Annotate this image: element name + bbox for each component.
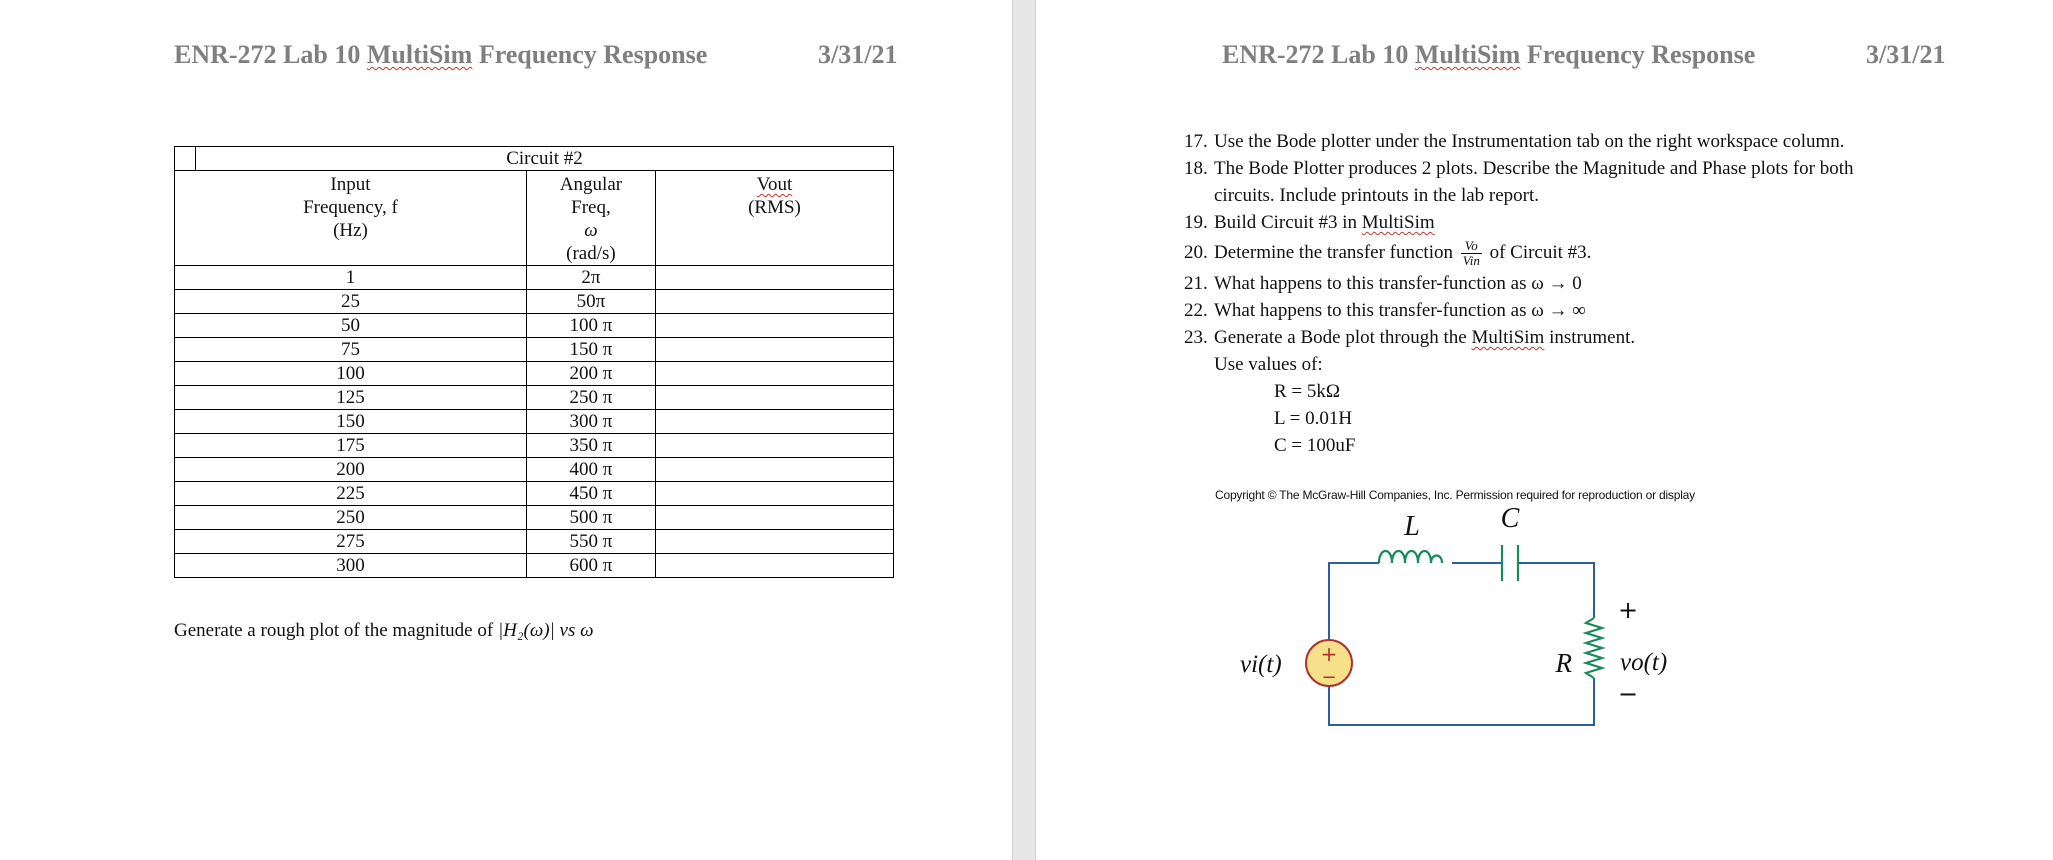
table-row bbox=[175, 530, 894, 554]
values-intro: Use values of: bbox=[1214, 354, 1323, 375]
cell-vout[interactable] bbox=[655, 290, 893, 314]
list-item-20: 20. Determine the transfer function $\frac{Vo}{\text{Vin}}$ of Circuit #3. bbox=[1184, 238, 1592, 269]
page-gutter bbox=[1012, 0, 1036, 860]
table-corner-cell bbox=[175, 147, 196, 171]
svg-text:−: − bbox=[1321, 667, 1337, 688]
cell-input-frequency: 250 bbox=[175, 506, 527, 530]
cell-input-frequency: 125 bbox=[175, 386, 527, 410]
value-c: C = 100uF bbox=[1274, 435, 1356, 456]
cell-input-frequency: 150 bbox=[175, 410, 527, 434]
cell-vout[interactable] bbox=[655, 506, 893, 530]
cell-input-frequency: 175 bbox=[175, 434, 527, 458]
table-row bbox=[175, 506, 894, 530]
cell-vout[interactable] bbox=[655, 386, 893, 410]
rlc-circuit-diagram bbox=[1220, 505, 1700, 745]
cell-vout[interactable] bbox=[655, 338, 893, 362]
table-row bbox=[175, 434, 894, 458]
col-header-input-frequency: Input Frequency, f (Hz) bbox=[175, 171, 527, 266]
label-inductor: L bbox=[1404, 511, 1420, 542]
cell-angular-frequency: 200 π bbox=[526, 362, 655, 386]
cell-angular-frequency: 300 π bbox=[526, 410, 655, 434]
capacitor-symbol bbox=[1502, 545, 1518, 581]
table-row bbox=[175, 386, 894, 410]
transfer-function-fraction: $\frac{Vo}{\text{Vin}}$ bbox=[1462, 238, 1480, 269]
page-header-title: ENR-272 Lab 10 MultiSim Frequency Response bbox=[174, 40, 708, 69]
copyright-notice: Copyright © The McGraw-Hill Companies, Inc. Permission required for reproduction or display bbox=[1215, 488, 1695, 502]
cell-angular-frequency: 250 π bbox=[526, 386, 655, 410]
instruction-list bbox=[1184, 128, 1914, 459]
cell-angular-frequency: 500 π bbox=[526, 506, 655, 530]
table-row bbox=[175, 458, 894, 482]
spellcheck-flagged-word: MultiSim bbox=[1414, 40, 1521, 69]
plot-instruction: Generate a rough plot of the magnitude of |H₂(ω)| vs ω bbox=[174, 620, 594, 641]
table-row bbox=[175, 410, 894, 434]
cell-vout[interactable] bbox=[655, 362, 893, 386]
list-item-23: 23. Generate a Bode plot through the MultiSim instrument. bbox=[1184, 327, 1636, 348]
list-item-18: 18. The Bode Plotter produces 2 plots. Describe the Magnitude and Phase plots for both circuits. Include printouts in the lab report. bbox=[1184, 158, 1854, 206]
cell-input-frequency: 75 bbox=[175, 338, 527, 362]
list-item-19: 19. Build Circuit #3 in MultiSim bbox=[1184, 212, 1435, 233]
table-row bbox=[175, 362, 894, 386]
cell-vout[interactable] bbox=[655, 314, 893, 338]
cell-angular-frequency: 350 π bbox=[526, 434, 655, 458]
left-page bbox=[0, 0, 1012, 860]
cell-input-frequency: 225 bbox=[175, 482, 527, 506]
label-input-voltage: vi(t) bbox=[1240, 651, 1282, 678]
cell-vout[interactable] bbox=[655, 530, 893, 554]
label-capacitor: C bbox=[1500, 505, 1520, 534]
value-l: L = 0.01H bbox=[1274, 408, 1353, 429]
cell-angular-frequency: 450 π bbox=[526, 482, 655, 506]
cell-vout[interactable] bbox=[655, 482, 893, 506]
label-resistor: R bbox=[1555, 648, 1572, 678]
table-title: Circuit #2 bbox=[196, 147, 894, 171]
resistor-symbol bbox=[1586, 618, 1602, 678]
cell-angular-frequency: 600 π bbox=[526, 554, 655, 578]
cell-vout[interactable] bbox=[655, 410, 893, 434]
cell-input-frequency: 50 bbox=[175, 314, 527, 338]
cell-input-frequency: 1 bbox=[175, 266, 527, 290]
list-item-17: 17. Use the Bode plotter under the Instrumentation tab on the right workspace column. bbox=[1184, 131, 1845, 152]
table-row bbox=[175, 314, 894, 338]
cell-input-frequency: 25 bbox=[175, 290, 527, 314]
label-output-voltage: vo(t) bbox=[1620, 649, 1668, 676]
circuit-wires bbox=[1329, 563, 1594, 725]
table-row bbox=[175, 338, 894, 362]
value-r: R = 5kΩ bbox=[1274, 381, 1341, 402]
cell-vout[interactable] bbox=[655, 434, 893, 458]
page-header-title: ENR-272 Lab 10 MultiSim Frequency Response bbox=[1222, 40, 1756, 69]
cell-input-frequency: 100 bbox=[175, 362, 527, 386]
spellcheck-flagged-word: MultiSim bbox=[366, 40, 473, 69]
table-row bbox=[175, 290, 894, 314]
svg-text:+: + bbox=[1320, 642, 1338, 666]
cell-vout[interactable] bbox=[655, 266, 893, 290]
cell-angular-frequency: 550 π bbox=[526, 530, 655, 554]
cell-vout[interactable] bbox=[655, 554, 893, 578]
cell-angular-frequency: 150 π bbox=[526, 338, 655, 362]
label-output-minus: − bbox=[1617, 680, 1639, 708]
cell-vout[interactable] bbox=[655, 458, 893, 482]
voltage-source-symbol bbox=[1306, 640, 1352, 688]
cell-input-frequency: 275 bbox=[175, 530, 527, 554]
cell-input-frequency: 300 bbox=[175, 554, 527, 578]
circuit-2-table bbox=[174, 146, 894, 578]
cell-angular-frequency: 100 π bbox=[526, 314, 655, 338]
table-row bbox=[175, 482, 894, 506]
cell-angular-frequency: 400 π bbox=[526, 458, 655, 482]
table-row bbox=[175, 266, 894, 290]
list-item-22: 22. What happens to this transfer-function as ω → ∞ bbox=[1184, 300, 1586, 321]
cell-angular-frequency: 2π bbox=[526, 266, 655, 290]
col-header-vout: Vout (RMS) bbox=[655, 171, 893, 266]
inductor-symbol bbox=[1379, 551, 1442, 563]
page-header-date: 3/31/21 bbox=[1866, 40, 1946, 69]
page-header-date: 3/31/21 bbox=[818, 40, 898, 69]
label-output-plus: + bbox=[1617, 596, 1639, 624]
col-header-angular-frequency: Angular Freq, ω (rad/s) bbox=[526, 171, 655, 266]
table-row bbox=[175, 554, 894, 578]
cell-angular-frequency: 50π bbox=[526, 290, 655, 314]
list-item-21: 21. What happens to this transfer-function as ω → 0 bbox=[1184, 273, 1582, 294]
cell-input-frequency: 200 bbox=[175, 458, 527, 482]
